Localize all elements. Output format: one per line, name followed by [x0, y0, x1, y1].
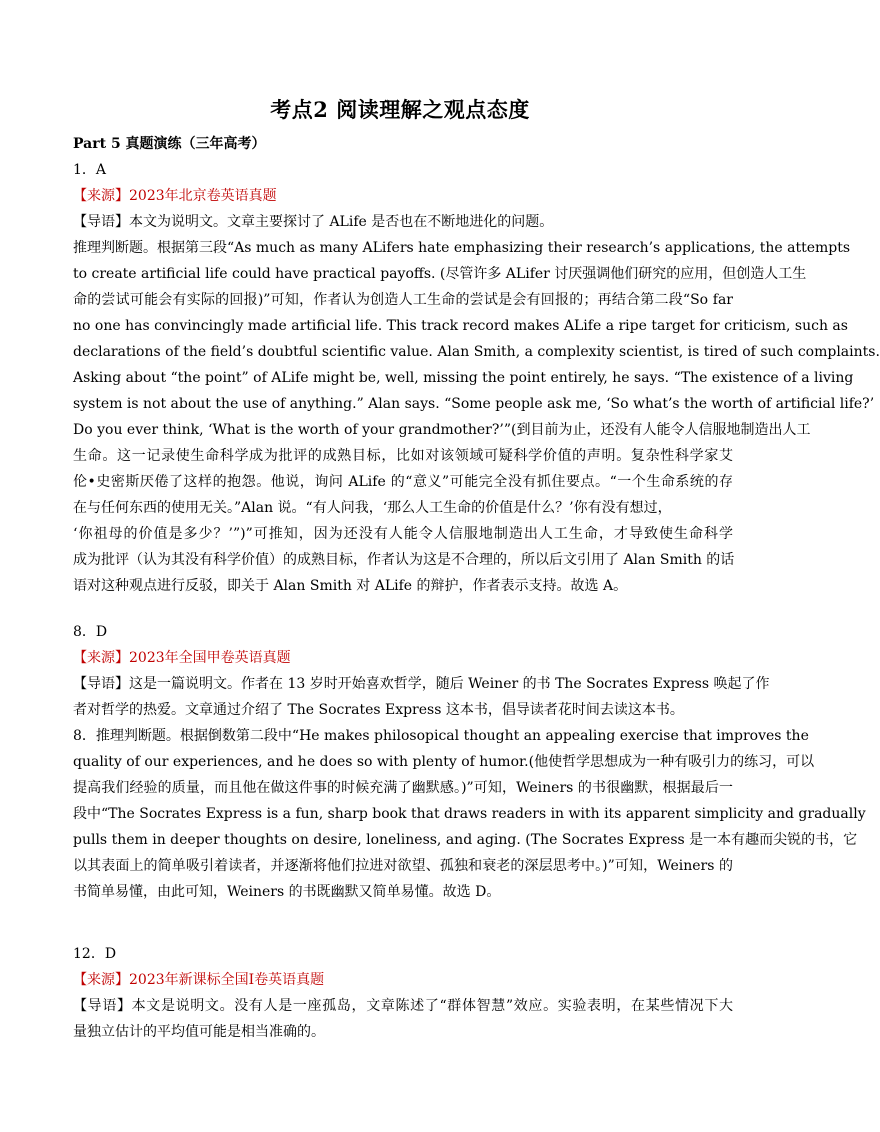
paragraph-line: ‘你祖母的价值是多少？’”)”可推知，因为还没有人能令人信服地制造出人工生命，才导致使生命科学 — [73, 526, 733, 542]
paragraph-line: 【导语】这是一篇说明文。作者在 13 岁时开始喜欢哲学，随后 Weiner 的书 The Socrates Express 唤起了作 — [73, 676, 770, 692]
paragraph-line: declarations of the field’s doubtful scientific value. Alan Smith, a complexity scientist, is tired of such complaints. — [73, 344, 880, 360]
paragraph-line: 语对这种观点进行反驳，即关于 Alan Smith 对 ALife 的辩护，作者表示支持。故选 A。 — [73, 578, 628, 594]
paragraph-line: 【导语】本文是说明文。没有人是一座孤岛，文章陈述了“群体智慧”效应。实验表明，在某些情况下大 — [73, 998, 733, 1014]
answer-q8: 8．D — [73, 624, 108, 640]
paragraph-line: 成为批评（认为其没有科学价值）的成熟目标，作者认为这是不合理的，所以后文引用了 Alan Smith 的话 — [73, 552, 735, 568]
paragraph-line: 提高我们经验的质量，而且他在做这件事的时候充满了幽默感。)”可知，Weiners 的书很幽默，根据最后一 — [73, 780, 733, 796]
page-title: 考点2 阅读理解之观点态度 — [270, 97, 530, 122]
paragraph-line: 书简单易懂，由此可知，Weiners 的书既幽默又简单易懂。故选 D。 — [73, 884, 501, 900]
paragraph-line: no one has convincingly made artificial life. This track record makes ALife a ripe target for criticism, such as — [73, 318, 848, 334]
paragraph-line: 命的尝试可能会有实际的回报)”可知，作者认为创造人工生命的尝试是会有回报的；再结合第二段“So far — [73, 292, 733, 308]
paragraph-line: 8．推理判断题。根据倒数第二段中“He makes philosopical thought an appealing exercise that improves the — [73, 728, 809, 744]
paragraph-line: 以其表面上的简单吸引着读者，并逐渐将他们拉进对欲望、孤独和衰老的深层思考中。)”可知，Weiners 的 — [73, 858, 733, 874]
source-q8: 【来源】2023年全国甲卷英语真题 — [73, 650, 291, 666]
paragraph-line: 在与任何东西的使用无关。”Alan 说。“有人问我，‘那么人工生命的价值是什么？’你有没有想过， — [73, 500, 672, 516]
paragraph-line: 者对哲学的热爱。文章通过介绍了 The Socrates Express 这本书，倡导读者花时间去读这本书。 — [73, 702, 684, 718]
paragraph-line: Do you ever think, ‘What is the worth of your grandmother?’”(到目前为止，还没有人能令人信服地制造出人工 — [73, 422, 811, 438]
source-q1: 【来源】2023年北京卷英语真题 — [73, 188, 277, 204]
paragraph-line: 量独立估计的平均值可能是相当准确的。 — [73, 1024, 325, 1040]
paragraph-line: 推理判断题。根据第三段“As much as many ALifers hate emphasizing their research’s applications, the attempts — [73, 240, 851, 256]
paragraph-line: 段中“The Socrates Express is a fun, sharp book that draws readers in with its apparent simplicity and gradually — [73, 806, 866, 822]
paragraph-line: to create artificial life could have practical payoffs. (尽管许多 ALifer 讨厌强调他们研究的应用，但创造人工生 — [73, 266, 807, 282]
answer-q1: 1．A — [73, 162, 107, 178]
paragraph-line: Asking about “the point” of ALife might be, well, missing the point entirely, he says. “The existence of a living — [73, 370, 854, 386]
paragraph-line: pulls them in deeper thoughts on desire, loneliness, and aging. (The Socrates Express 是一本有趣而尖锐的书，它 — [73, 832, 858, 848]
part-heading: Part 5 真题演练（三年高考） — [73, 136, 266, 152]
paragraph-line: 伦•史密斯厌倦了这样的抱怨。他说，询问 ALife 的“意义”可能完全没有抓住要点。“一个生命系统的存 — [73, 474, 733, 490]
answer-q12: 12．D — [73, 946, 117, 962]
paragraph-line: system is not about the use of anything.” Alan says. “Some people ask me, ‘So what’s the worth of artificial life?’ — [73, 396, 875, 412]
source-q12: 【来源】2023年新课标全国Ⅰ卷英语真题 — [73, 972, 325, 988]
paragraph-line: 生命。这一记录使生命科学成为批评的成熟目标，比如对该领域可疑科学价值的声明。复杂性科学家艾 — [73, 448, 733, 464]
paragraph-line: 【导语】本文为说明文。文章主要探讨了 ALife 是否也在不断地进化的问题。 — [73, 214, 554, 230]
paragraph-line: quality of our experiences, and he does so with plenty of humor.(他使哲学思想成为一种有吸引力的练习，可以 — [73, 754, 815, 770]
